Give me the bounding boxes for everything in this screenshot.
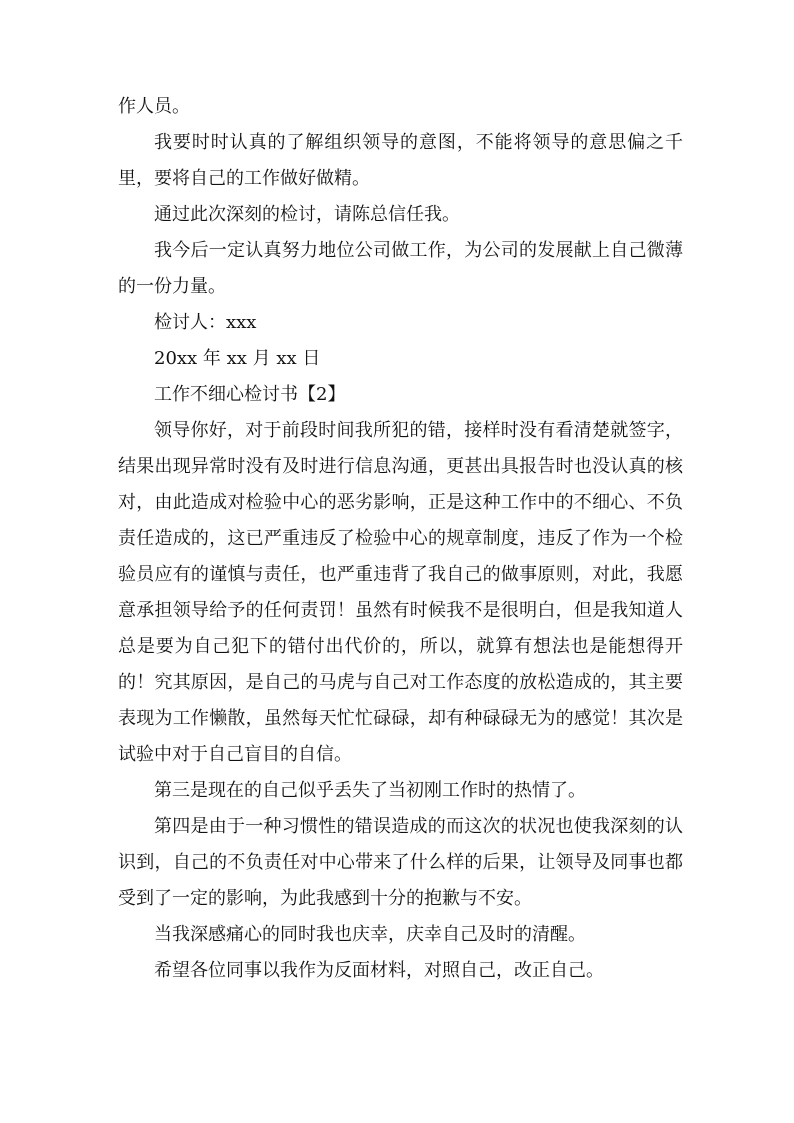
paragraph-future-commitment: 我今后一定认真努力地位公司做工作，为公司的发展献上自己微薄的一份力量。 <box>118 240 683 297</box>
paragraph-fourth-reason: 第四是由于一种习惯性的错误造成的而这次的状况也使我深刻的认识到，自己的不负责任对中心带来了什么样的后果，让领导及同事也都受到了一定的影响，为此我感到十分的抱歉与不安。 <box>118 816 683 909</box>
signature-line: 检讨人：xxx <box>154 312 257 333</box>
section-title: 工作不细心检讨书【2】 <box>154 384 346 405</box>
date-line: 20xx 年 xx 月 xx 日 <box>154 348 321 369</box>
paragraph-closing: 希望各位同事以我作为反面材料，对照自己，改正自己。 <box>154 960 604 981</box>
paragraph-trust-request: 通过此次深刻的检讨，请陈总信任我。 <box>154 204 460 225</box>
paragraph-understand-leadership: 我要时时认真的了解组织领导的意图，不能将领导的意思偏之千里，要将自己的工作做好做精。 <box>118 132 683 189</box>
paragraph-main-apology: 领导你好，对于前段时间我所犯的错，接样时没有看清楚就签字，结果出现异常时没有及时进行信息沟通，更甚出具报告时也没认真的核对，由此造成对检验中心的恶劣影响，正是这种工作中的不细心、不负责任造成的，这已严重违反了检验中心的规章制度，违反了作为一个检验员应有的谨慎与责任，也严重违背了我自己的做事原则，对此，我愿意承担领导给予的任何责罚！虽然有时候我不是很明白，但是我知道人总是要为自己犯下的错付出代价的，所以，就算有想法也是能想得开的！究其原因，是自己的马虎与自己对工作态度的放松造成的，其主要表现为工作懒散，虽然每天忙忙碌碌，却有种碌碌无为的感觉！其次是试验中对于自己盲目的自信。 <box>118 420 683 765</box>
paragraph-relief: 当我深感痛心的同时我也庆幸，庆幸自己及时的清醒。 <box>154 924 586 945</box>
document-body <box>118 89 683 989</box>
paragraph-third-reason: 第三是现在的自己似乎丢失了当初刚工作时的热情了。 <box>154 780 586 801</box>
paragraph-continuation: 作人员。 <box>118 96 190 117</box>
